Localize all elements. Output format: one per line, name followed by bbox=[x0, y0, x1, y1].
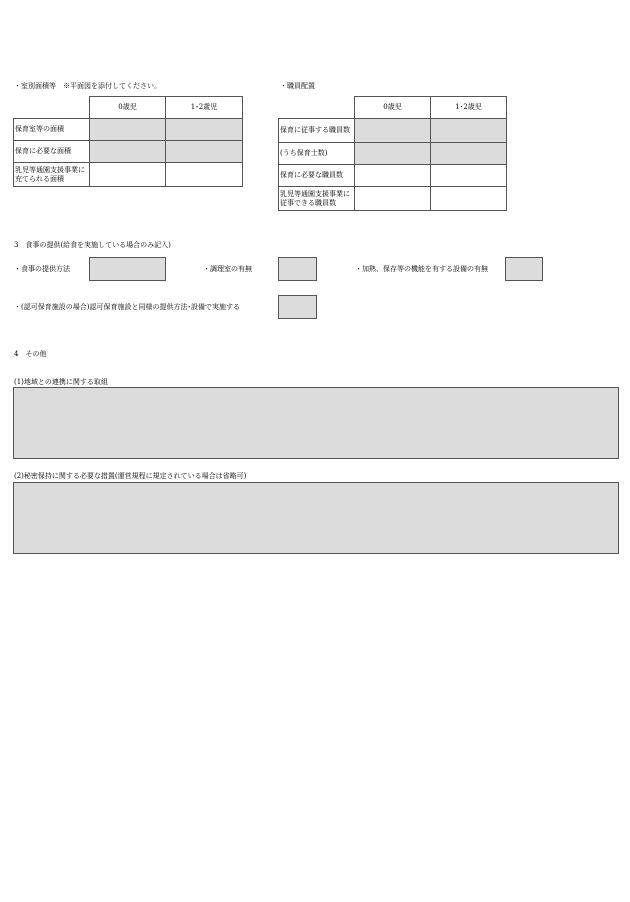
area-row-label-2: 乳児等通園支援事業に充てられる面積 bbox=[14, 163, 90, 187]
privacy-textarea[interactable] bbox=[13, 482, 619, 554]
staff-corner-cell bbox=[279, 97, 355, 119]
staff-input-2-0[interactable] bbox=[355, 165, 431, 187]
kitchen-label: ・調理室の有無 bbox=[203, 265, 252, 273]
staff-input-0-1[interactable] bbox=[431, 119, 507, 143]
staff-row-label-1: (うち保育士数) bbox=[279, 143, 355, 165]
staff-input-1-1[interactable] bbox=[431, 143, 507, 165]
staff-row-label-3: 乳児等通園支援事業に従事できる職員数 bbox=[279, 187, 355, 211]
area-col-header-1: 1･2歳児 bbox=[166, 97, 243, 119]
staff-row-label-0: 保育に従事する職員数 bbox=[279, 119, 355, 143]
staff-table bbox=[278, 96, 507, 211]
area-input-0-1[interactable] bbox=[166, 119, 243, 141]
heating-equipment-input[interactable] bbox=[505, 257, 543, 281]
other-heading: 4 その他 bbox=[14, 350, 47, 358]
area-corner-cell bbox=[14, 97, 90, 119]
community-label: (1)地域との連携に関する取組 bbox=[14, 378, 108, 386]
heating-equipment-label: ・加熱、保存等の機能を有する設備の有無 bbox=[355, 265, 488, 273]
staff-input-3-1[interactable] bbox=[431, 187, 507, 211]
meal-heading: 3 食事の提供(給食を実施している場合のみ記入) bbox=[14, 241, 171, 249]
area-col-header-0: 0歳児 bbox=[90, 97, 166, 119]
meal-method-input[interactable] bbox=[89, 257, 166, 281]
staff-input-0-0[interactable] bbox=[355, 119, 431, 143]
staff-row-label-2: 保育に必要な職員数 bbox=[279, 165, 355, 187]
certified-method-input[interactable] bbox=[278, 295, 317, 319]
area-input-1-1[interactable] bbox=[166, 141, 243, 163]
area-row-label-1: 保育に必要な面積 bbox=[14, 141, 90, 163]
area-heading: ・室別面積等 ※平面図を添付してください。 bbox=[14, 82, 161, 90]
area-table bbox=[13, 96, 243, 187]
staff-col-header-0: 0歳児 bbox=[355, 97, 431, 119]
meal-method-label: ・食事の提供方法 bbox=[14, 265, 70, 273]
area-input-1-0[interactable] bbox=[90, 141, 166, 163]
staff-input-2-1[interactable] bbox=[431, 165, 507, 187]
kitchen-input[interactable] bbox=[278, 257, 317, 281]
area-input-2-1[interactable] bbox=[166, 163, 243, 187]
privacy-label: (2)秘密保持に関する必要な措置(運営規程に規定されている場合は省略可) bbox=[14, 472, 247, 480]
staff-heading: ・職員配置 bbox=[280, 82, 315, 90]
area-row-label-0: 保育室等の面積 bbox=[14, 119, 90, 141]
staff-input-3-0[interactable] bbox=[355, 187, 431, 211]
staff-col-header-1: 1･2歳児 bbox=[431, 97, 507, 119]
staff-input-1-0[interactable] bbox=[355, 143, 431, 165]
area-input-2-0[interactable] bbox=[90, 163, 166, 187]
area-input-0-0[interactable] bbox=[90, 119, 166, 141]
certified-method-label: ・(認可保育施設の場合)認可保育施設と同様の提供方法･設備で実施する bbox=[14, 303, 240, 311]
community-textarea[interactable] bbox=[13, 387, 619, 459]
